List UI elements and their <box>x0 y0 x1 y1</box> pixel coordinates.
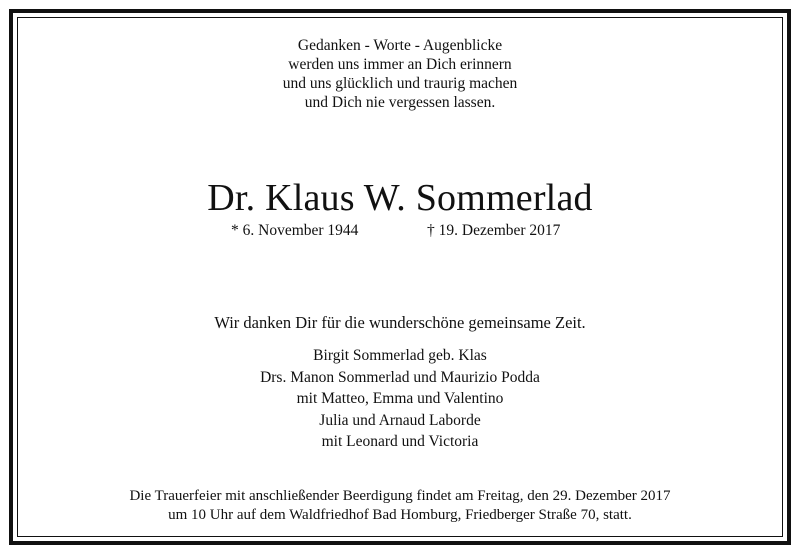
mourners-list <box>0 345 800 453</box>
deceased-name: Dr. Klaus W. Sommerlad <box>207 177 593 219</box>
mourner-line: Birgit Sommerlad geb. Klas <box>313 347 487 364</box>
poem-line: und uns glücklich und traurig machen <box>282 75 518 92</box>
poem-line: Gedanken - Worte - Augenblicke <box>297 37 503 54</box>
poem-line: werden uns immer an Dich erinnern <box>288 56 512 73</box>
birth-date: * 6. November 1944 <box>231 222 359 239</box>
mourner-line: Drs. Manon Sommerlad und Maurizio Podda <box>260 368 540 386</box>
mourner-line: mit Leonard und Victoria <box>321 433 479 450</box>
death-date: † 19. Dezember 2017 <box>427 222 561 239</box>
funeral-notice-line: Die Trauerfeier mit anschließender Beerdigung findet am Freitag, den 29. Dezember 2017 <box>129 488 671 504</box>
mourner-line: Julia und Arnaud Laborde <box>319 411 481 429</box>
funeral-notice <box>0 487 800 524</box>
thanks-message: Wir danken Dir für die wunderschöne gemeinsame Zeit. <box>214 313 586 332</box>
memorial-poem <box>0 36 800 112</box>
mourner-line: mit Matteo, Emma und Valentino <box>296 390 504 407</box>
poem-line: und Dich nie vergessen lassen. <box>304 94 496 111</box>
funeral-notice-line: um 10 Uhr auf dem Waldfriedhof Bad Homburg, Friedberger Straße 70, statt. <box>168 506 632 523</box>
